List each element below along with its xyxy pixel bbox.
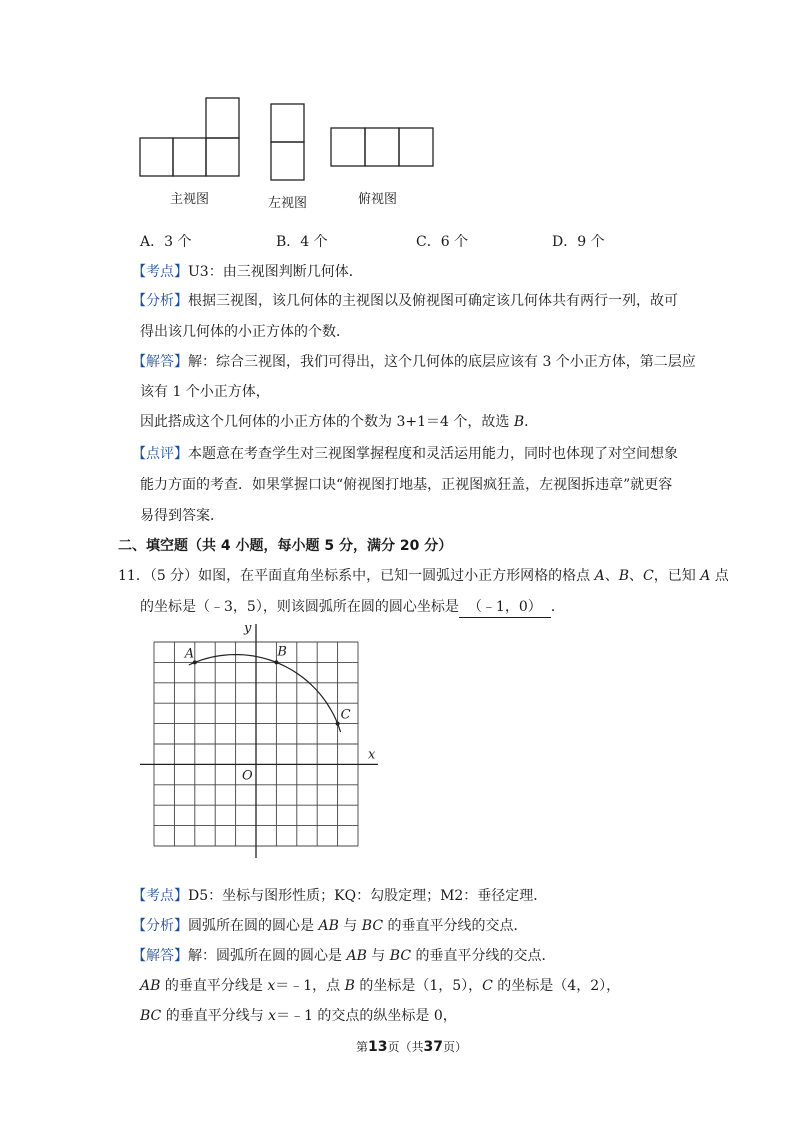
- option-d: D．9 个: [552, 234, 605, 250]
- label-a: A: [184, 646, 195, 662]
- left-view: [271, 104, 304, 180]
- section-title: 二、填空题（共 4 小题，每小题 5 分，满分 20 分）: [118, 538, 453, 554]
- q10-dianping-3: 易得到答案．: [140, 508, 224, 524]
- q10-dianping-2: 能力方面的考查．如果掌握口诀“俯视图打地基，正视图疯狂盖，左视图拆违章”就更容: [140, 477, 673, 493]
- q11-stem-2: 的坐标是（﹣3，5），则该圆弧所在圆的圆心坐标是 （﹣1，0） ．: [140, 597, 565, 618]
- q10-jieda-1: 【解答】解：综合三视图，我们可得出，这个几何体的底层应该有 3 个小正方体，第二层应: [132, 354, 696, 370]
- q10-dianping-1: 【点评】本题意在考查学生对三视图掌握程度和灵活运用能力，同时也体现了对空间想象: [132, 446, 678, 462]
- q10-fenxi-2: 得出该几何体的小正方体的个数．: [140, 324, 350, 340]
- top-view-label: 俯视图: [358, 192, 398, 207]
- answer-blank: （﹣1，0）: [459, 597, 551, 618]
- axes: [140, 624, 378, 858]
- option-a: A．3 个: [140, 234, 192, 250]
- front-view-label: 主视图: [170, 192, 210, 207]
- label-y-axis: y: [244, 621, 252, 636]
- q11-jieda-3: BC 的垂直平分线与 x＝﹣1 的交点的纵坐标是 0，: [140, 1008, 457, 1024]
- label-x-axis: x: [368, 747, 376, 763]
- q11-stem-1: 11．（5 分）如图，在平面直角坐标系中，已知一圆弧过小正方形网格的格点 A、B、C，已知 A 点: [118, 568, 729, 584]
- q11-fenxi: 【分析】圆弧所在圆的圆心是 AB 与 BC 的垂直平分线的交点．: [132, 918, 528, 934]
- point-b: [274, 660, 278, 664]
- q10-kaodian: 【考点】U3：由三视图判断几何体．: [132, 264, 363, 280]
- point-c: [336, 722, 340, 726]
- q11-jieda-1: 【解答】解：圆弧所在圆的圆心是 AB 与 BC 的垂直平分线的交点．: [132, 948, 556, 964]
- q10-fenxi-1: 【分析】根据三视图，该几何体的主视图以及俯视图可确定该几何体共有两行一列，故可: [132, 293, 678, 309]
- circle-arc: [189, 655, 341, 733]
- left-view-label: 左视图: [268, 196, 308, 211]
- q10-jieda-3: 因此搭成这个几何体的小正方体的个数为 3+1＝4 个，故选 B．: [140, 414, 539, 430]
- graph-labels: [184, 621, 376, 783]
- q11-kaodian: 【考点】D5：坐标与图形性质；KQ：勾股定理；M2：垂径定理．: [132, 888, 548, 904]
- label-c: C: [340, 707, 351, 723]
- option-b: B．4 个: [276, 234, 328, 250]
- coordinate-grid-figure: [140, 620, 390, 865]
- page-footer: 第13页（共37页）: [356, 1039, 468, 1055]
- top-view: [331, 128, 433, 166]
- q10-jieda-2: 该有 1 个小正方体，: [140, 384, 270, 400]
- label-origin: O: [242, 768, 253, 784]
- label-b: B: [277, 644, 287, 660]
- q11-jieda-2: AB 的垂直平分线是 x＝﹣1，点 B 的坐标是（1，5），C 的坐标是（4，2），: [140, 978, 621, 994]
- option-c: C．6 个: [416, 234, 469, 250]
- front-view: [140, 98, 239, 176]
